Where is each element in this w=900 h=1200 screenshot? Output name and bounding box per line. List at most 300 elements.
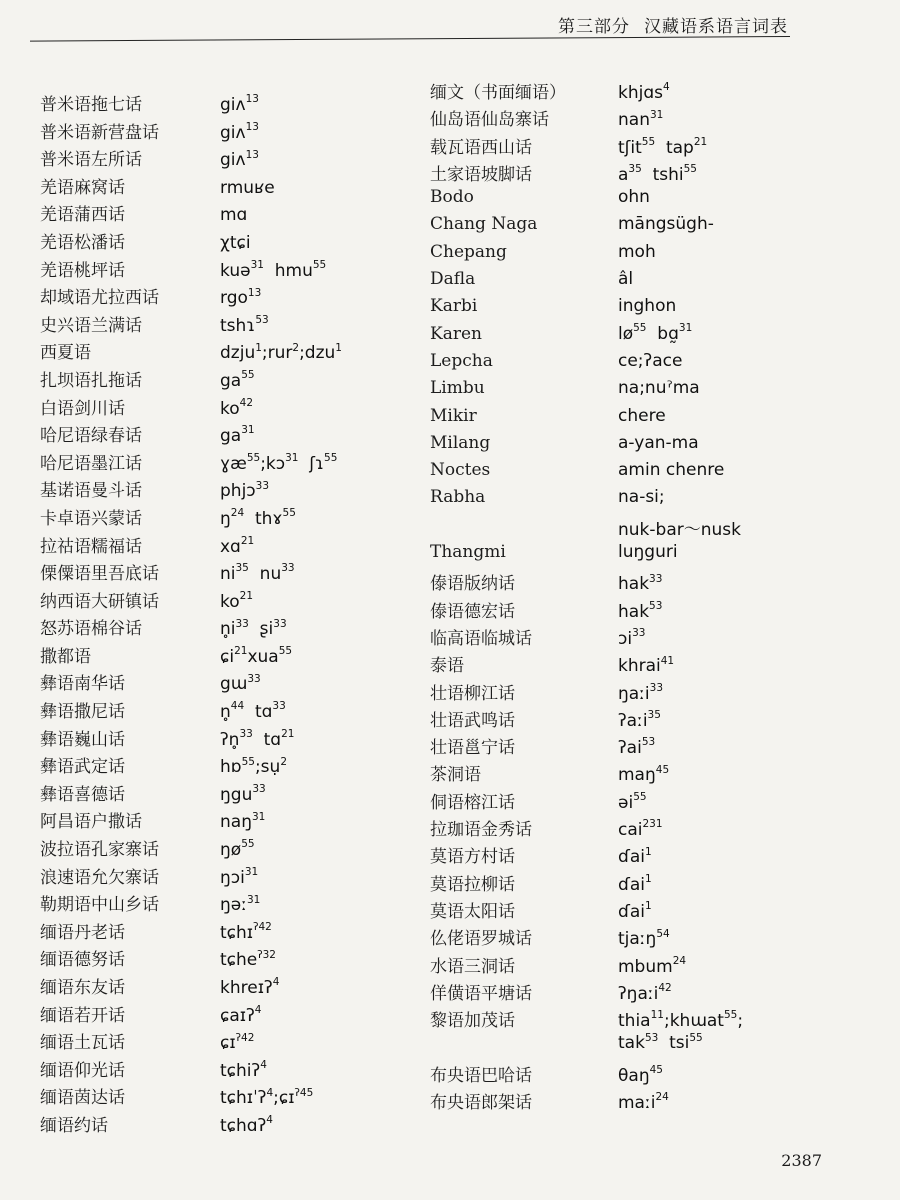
entry-row <box>430 242 743 269</box>
entry-row <box>430 133 743 160</box>
language-name: 拉祜语糯福话 <box>40 536 142 557</box>
language-name: Thangmi <box>430 542 506 563</box>
entry-row <box>430 706 743 733</box>
word-form <box>618 135 708 158</box>
tone-superscript: 31 <box>678 322 693 335</box>
entry-row <box>40 118 342 146</box>
form-text: luŋguri <box>618 542 678 563</box>
form-text: maŋ <box>618 765 656 786</box>
tone-superscript: 231 <box>642 818 663 831</box>
tone-superscript: 24 <box>655 1091 669 1104</box>
word-form <box>220 647 292 667</box>
tone-superscript: 55 <box>278 645 293 658</box>
form-text: tɕhɪˈʔ <box>220 1088 267 1109</box>
word-form <box>618 269 633 289</box>
form-text: ŋaːi <box>618 683 650 704</box>
word-form <box>618 324 692 344</box>
tone-superscript: 13 <box>245 120 259 133</box>
tone-superscript: 42 <box>239 396 254 409</box>
word-form <box>220 1033 254 1053</box>
entry-row <box>40 642 342 670</box>
tone-superscript: ʔ42 <box>253 921 272 934</box>
form-text: ʂi <box>248 619 274 640</box>
form-text: ʔn̥ <box>220 729 240 750</box>
word-form <box>220 978 279 998</box>
tone-superscript: 4 <box>260 1059 267 1072</box>
word-form <box>220 120 259 143</box>
tone-superscript: 55 <box>324 452 338 465</box>
language-name: 缅语若开话 <box>40 1005 125 1026</box>
form-text: ʔai <box>618 738 642 759</box>
word-form <box>618 351 682 371</box>
word-form <box>618 574 662 594</box>
word-form <box>220 702 286 722</box>
entry-row <box>430 897 743 924</box>
language-name: Bodo <box>430 187 474 208</box>
tone-superscript: 55 <box>282 507 296 520</box>
entry-row <box>430 1006 743 1033</box>
word-form <box>220 1061 267 1081</box>
tone-superscript: 53 <box>644 1031 659 1044</box>
language-name: 怒苏语棉谷话 <box>40 619 142 640</box>
entry-row <box>430 406 743 433</box>
tone-superscript: 45 <box>649 1064 663 1077</box>
tone-superscript: 33 <box>252 783 266 796</box>
word-form <box>220 178 275 198</box>
word-form <box>220 1088 313 1108</box>
language-name: 缅语约话 <box>40 1115 108 1136</box>
language-name: Lepcha <box>430 350 493 371</box>
form-text: amin chenre <box>618 460 725 481</box>
tone-superscript: 31 <box>246 893 261 906</box>
tone-superscript: 31 <box>251 810 266 823</box>
form-text: bɑ̰ <box>646 323 679 344</box>
form-text: ʃɿ <box>298 453 325 474</box>
form-text: tʃit <box>618 137 642 158</box>
tone-superscript: 21 <box>240 534 255 547</box>
word-form <box>618 793 647 813</box>
word-form <box>618 872 652 895</box>
word-form <box>618 433 699 453</box>
form-text: nuk-bar～nusk <box>618 519 741 540</box>
language-name: Milang <box>430 432 491 453</box>
tone-superscript: 1 <box>255 341 262 354</box>
form-text: mbum <box>618 956 673 977</box>
language-name: 哈尼语墨江话 <box>40 453 142 474</box>
form-text: tɑ <box>244 702 273 723</box>
word-form <box>220 592 253 612</box>
word-form <box>618 378 700 398</box>
word-form <box>618 460 724 480</box>
word-form <box>618 629 645 649</box>
word-form <box>618 765 669 785</box>
form-text: ɕaɪʔ <box>220 1005 255 1026</box>
word-form <box>220 1116 273 1136</box>
header-part: 第三部分 <box>558 17 630 37</box>
tone-superscript: 35 <box>235 562 249 575</box>
word-form <box>618 656 674 676</box>
form-text: ɕi <box>220 646 235 667</box>
form-text: ;ɕɪ <box>273 1088 295 1109</box>
word-form <box>220 950 276 970</box>
language-name: 扎坝语扎拖话 <box>40 370 142 391</box>
form-text: ohn <box>618 187 650 208</box>
word-form <box>220 150 259 170</box>
tone-superscript: 33 <box>235 617 249 630</box>
language-name: Limbu <box>430 378 485 399</box>
word-form <box>618 847 652 867</box>
language-name: 仫佬语罗城话 <box>430 929 532 950</box>
entry-row <box>40 394 342 422</box>
entry-row <box>430 324 743 351</box>
language-name: 彝语南华话 <box>40 674 125 695</box>
entry-row <box>430 842 743 869</box>
language-name: 羌语桃坪话 <box>40 260 125 281</box>
form-text: khrai <box>618 656 661 677</box>
language-name: 阿昌语户撒话 <box>40 812 142 833</box>
word-form <box>618 83 670 103</box>
form-text: tjaːŋ <box>618 929 657 950</box>
tone-superscript: 1 <box>644 872 652 885</box>
tone-superscript: 45 <box>655 763 670 776</box>
tone-superscript: 13 <box>245 93 259 106</box>
entry-row <box>430 624 743 651</box>
left-column <box>40 90 342 1139</box>
word-form <box>618 165 697 185</box>
running-header <box>558 12 788 37</box>
form-text: n̥i <box>220 619 236 640</box>
form-text: ŋɔi <box>220 867 245 888</box>
tone-superscript: 11 <box>650 1009 664 1022</box>
word-form <box>220 674 261 694</box>
language-name: Mikir <box>430 405 477 426</box>
form-text: naŋ <box>220 812 252 833</box>
entry-row <box>430 214 743 241</box>
form-text: tshɿ <box>220 315 256 336</box>
form-text: xɑ <box>220 536 241 557</box>
word-form <box>220 205 247 225</box>
form-text: hmu <box>263 260 313 281</box>
tone-superscript: ʔ42 <box>235 1031 255 1044</box>
language-name: 壮语武鸣话 <box>430 710 515 731</box>
form-text: thia <box>618 1011 651 1032</box>
word-form <box>618 515 741 540</box>
word-form <box>618 110 663 130</box>
tone-superscript: 33 <box>632 627 646 640</box>
tone-superscript: 55 <box>312 258 327 271</box>
word-form <box>220 923 272 943</box>
language-name: 缅语茵达话 <box>40 1088 125 1109</box>
language-name: 基诺语曼斗话 <box>40 481 142 502</box>
tone-superscript: 33 <box>649 572 663 585</box>
tone-superscript: 24 <box>230 507 245 520</box>
language-name: 彝语武定话 <box>40 757 125 778</box>
entry-row <box>430 542 743 569</box>
entry-row <box>40 200 342 228</box>
page-number: 2387 <box>781 1151 822 1170</box>
form-text: ce;ʔace <box>618 350 683 371</box>
entry-row <box>40 918 342 946</box>
word-form <box>618 487 665 507</box>
form-text: âl <box>618 269 634 290</box>
form-text: tɕhɪ <box>220 922 254 943</box>
entry-row <box>430 160 743 187</box>
tone-superscript: 31 <box>649 108 664 121</box>
entry-row <box>430 760 743 787</box>
tone-superscript: 33 <box>272 700 286 713</box>
word-form <box>618 296 676 316</box>
language-name: 哈尼语绿春话 <box>40 426 142 447</box>
tone-superscript: 21 <box>234 645 248 658</box>
form-text: hɒ <box>220 757 242 778</box>
tone-superscript: 33 <box>247 672 261 685</box>
form-text: xua <box>247 646 279 667</box>
language-name: 佯僙语平塘话 <box>430 983 532 1004</box>
word-form <box>618 1011 743 1031</box>
form-text: kuə <box>220 260 251 281</box>
form-text: ŋgu <box>220 784 253 805</box>
language-name: 撒都语 <box>40 646 91 667</box>
entry-row <box>430 733 743 760</box>
language-name: Karen <box>430 323 482 344</box>
entry-row <box>40 476 342 504</box>
language-name: 莫语太阳话 <box>430 901 515 922</box>
word-form <box>618 902 652 922</box>
word-form <box>220 1003 262 1026</box>
tone-superscript: 33 <box>255 479 270 492</box>
entry-row <box>430 597 743 624</box>
word-form <box>618 1093 669 1113</box>
tone-superscript: 44 <box>230 700 245 713</box>
word-form <box>220 757 287 777</box>
form-text: mɑ <box>220 205 248 226</box>
language-name: 莫语方村话 <box>430 847 515 868</box>
form-text: ; <box>737 1011 744 1032</box>
tone-superscript: 31 <box>241 424 255 437</box>
language-name: 缅语德努话 <box>40 950 125 971</box>
word-form <box>618 406 666 426</box>
tone-superscript: 42 <box>658 982 672 995</box>
entry-row <box>40 283 342 311</box>
tone-superscript: 4 <box>663 81 670 94</box>
word-form <box>220 564 295 584</box>
form-text: n̥ <box>220 702 231 723</box>
entry-row <box>40 559 342 587</box>
word-form <box>220 730 294 750</box>
form-text: maːi <box>618 1092 656 1113</box>
tone-superscript: 55 <box>641 135 656 148</box>
entry-row <box>40 1056 342 1084</box>
form-text: ga <box>220 370 242 391</box>
form-text: na;nuˀma <box>618 378 700 399</box>
word-form <box>220 233 251 253</box>
word-form <box>618 820 663 840</box>
entry-row <box>40 780 342 808</box>
entry-row <box>430 1088 743 1115</box>
language-name: 浪速语允欠寨话 <box>40 867 159 888</box>
entry-row <box>430 815 743 842</box>
form-text: inghon <box>618 296 677 317</box>
tone-superscript: 13 <box>245 148 259 161</box>
language-name: 傣语德宏话 <box>430 601 515 622</box>
tone-superscript: 33 <box>649 681 664 694</box>
language-name: 壮语邕宁话 <box>430 738 515 759</box>
language-name: 却域语尤拉西话 <box>40 288 159 309</box>
form-text: giʌ <box>220 122 246 143</box>
tone-superscript: ʔ45 <box>294 1086 314 1099</box>
entry-row <box>40 366 342 394</box>
form-text: ;khɯat <box>663 1011 724 1032</box>
form-text: əi <box>618 792 634 813</box>
word-form <box>618 711 661 731</box>
language-name: Dafla <box>430 269 476 290</box>
entry-row <box>40 173 342 201</box>
form-text: a-yan-ma <box>618 432 699 453</box>
language-name: 西夏语 <box>40 343 91 364</box>
language-name: 普米语新营盘话 <box>40 122 159 143</box>
tone-superscript: 1 <box>335 341 342 354</box>
form-text: tap <box>655 137 694 158</box>
form-text: ko <box>220 591 240 612</box>
word-form <box>618 187 650 207</box>
form-text: na-si; <box>618 487 665 508</box>
entry-row <box>40 835 342 863</box>
language-name: 载瓦语西山话 <box>430 137 532 158</box>
tone-superscript: 33 <box>273 617 287 630</box>
language-name: 莫语拉柳话 <box>430 874 515 895</box>
entry-row <box>430 924 743 951</box>
language-name: 羌语松潘话 <box>40 232 125 253</box>
entry-row <box>40 228 342 256</box>
tone-superscript: 55 <box>683 163 697 176</box>
entry-row <box>430 78 743 105</box>
tone-superscript: 2 <box>292 341 300 354</box>
word-form <box>618 214 714 234</box>
entry-row <box>430 296 743 323</box>
form-text: ko <box>220 398 240 419</box>
entry-row <box>40 311 342 339</box>
tone-superscript: 55 <box>241 369 255 382</box>
word-form <box>618 542 678 562</box>
form-text: gɯ <box>220 674 248 695</box>
form-text: moh <box>618 241 656 262</box>
entry-row <box>430 569 743 596</box>
entry-row <box>430 433 743 460</box>
tone-superscript: 1 <box>644 900 652 913</box>
entry-row <box>430 1033 743 1060</box>
entry-row <box>40 145 342 173</box>
tone-superscript: 55 <box>689 1031 703 1044</box>
entry-row <box>40 669 342 697</box>
entry-row <box>430 1061 743 1088</box>
tone-superscript: 55 <box>633 791 647 804</box>
entry-row <box>40 945 342 973</box>
entry-row <box>40 90 342 118</box>
entry-row <box>40 697 342 725</box>
language-name: 彝语巍山话 <box>40 729 125 750</box>
right-column <box>430 78 743 1115</box>
form-text: hak <box>618 574 650 595</box>
form-text: khreɪʔ <box>220 978 273 998</box>
word-form <box>618 242 656 262</box>
form-text: māngsügh- <box>618 214 714 235</box>
entry-row <box>40 449 342 477</box>
tone-superscript: 1 <box>644 845 652 858</box>
word-form <box>618 1066 663 1086</box>
tone-superscript: 53 <box>649 599 663 612</box>
tone-superscript: 55 <box>723 1009 738 1022</box>
word-form <box>220 895 260 915</box>
form-text: ;kɔ <box>260 453 286 474</box>
form-text: thɤ <box>244 508 283 529</box>
language-name: 普米语左所话 <box>40 150 142 171</box>
form-text: tɕhɑʔ <box>220 1115 267 1136</box>
form-text: a <box>618 164 629 185</box>
tone-superscript: 4 <box>254 1003 262 1016</box>
language-name: 白语剑川话 <box>40 398 125 419</box>
language-name: 茶洞语 <box>430 765 481 786</box>
language-name: Noctes <box>430 460 491 481</box>
entry-row <box>430 351 743 378</box>
language-name: 侗语榕江话 <box>430 792 515 813</box>
tone-superscript: 41 <box>660 654 675 667</box>
word-form <box>220 316 269 336</box>
form-text: tɕhe <box>220 950 258 971</box>
word-form <box>618 681 664 704</box>
tone-superscript: 31 <box>250 258 264 271</box>
word-form <box>618 1033 703 1053</box>
tone-superscript: 35 <box>628 163 642 176</box>
word-form <box>618 599 663 622</box>
word-form <box>220 840 255 860</box>
entry-row <box>430 105 743 132</box>
entry-row <box>40 1083 342 1111</box>
entry-row <box>430 979 743 1006</box>
header-title: 汉藏语系语言词表 <box>644 17 788 37</box>
form-text: phjɔ <box>220 481 256 502</box>
word-form <box>618 929 670 949</box>
language-name: 壮语柳江话 <box>430 683 515 704</box>
form-text: tɕhiʔ <box>220 1060 261 1081</box>
language-name: 黎语加茂话 <box>430 1011 515 1032</box>
entry-row <box>40 256 342 284</box>
form-text: ;sụ <box>254 757 281 778</box>
language-name: Karbi <box>430 296 478 317</box>
word-form <box>220 454 337 474</box>
form-text: ɗai <box>618 847 645 868</box>
entry-row <box>430 651 743 678</box>
language-name: 仙岛语仙岛寨话 <box>430 110 549 131</box>
language-name: 羌语麻窝话 <box>40 177 125 198</box>
tone-superscript: 21 <box>239 590 254 603</box>
entry-row <box>430 679 743 706</box>
word-form <box>618 984 672 1004</box>
tone-superscript: 33 <box>281 562 295 575</box>
tone-superscript: 2 <box>280 755 287 768</box>
entry-row <box>40 587 342 615</box>
tone-superscript: 53 <box>255 314 269 327</box>
word-form <box>220 258 327 281</box>
language-name: 卡卓语兴蒙话 <box>40 508 142 529</box>
entry-row <box>430 952 743 979</box>
entry-row <box>40 532 342 560</box>
entry-row <box>430 788 743 815</box>
language-name: 史兴语兰满话 <box>40 315 142 336</box>
tone-superscript: 13 <box>247 286 262 299</box>
language-name: 缅语丹老话 <box>40 922 125 943</box>
form-text: nu <box>248 564 282 585</box>
tone-superscript: 24 <box>672 954 687 967</box>
